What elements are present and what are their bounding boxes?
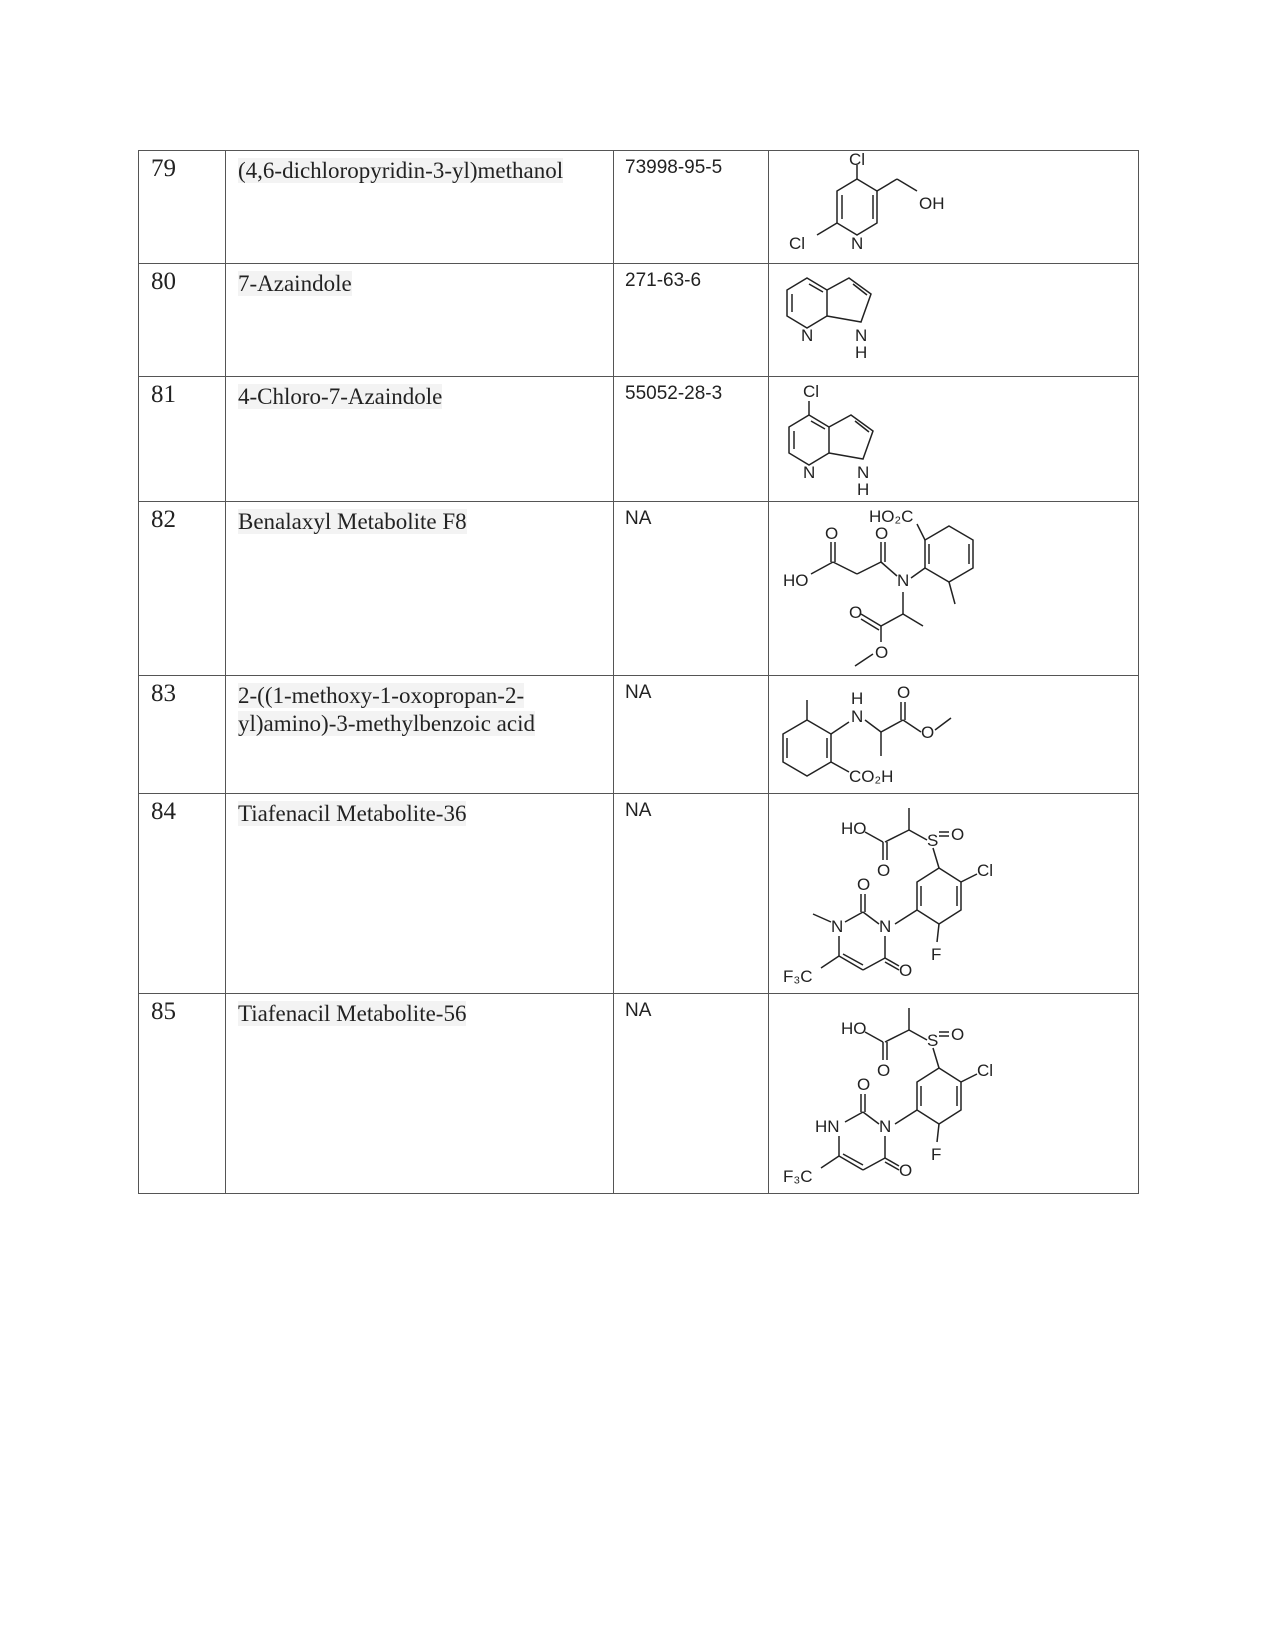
table-row [139,151,1139,264]
atom-label: O [899,1161,913,1180]
atom-label: Cl [803,382,820,401]
atom-label: N [801,326,814,345]
atom-label: HN [815,1117,840,1136]
atom-label: N [831,917,844,936]
atom-label: Cl [849,151,866,169]
compound-number: 80 [139,264,226,377]
compound-table [138,150,1139,1194]
atom-label: O [875,524,889,543]
atom-label: N [851,234,864,253]
chemical-structure [769,264,1137,375]
atom-label: O [877,1061,891,1080]
chemical-structure [769,377,1137,500]
chemical-structure [769,502,1137,674]
atom-label: O [951,825,965,844]
structure-cell [769,264,1139,377]
atom-label: O [857,875,871,894]
atom-label: HO₂C [869,507,914,526]
atom-label: O [877,861,891,880]
atom-label: HO [841,819,867,838]
compound-name: 2-((1-methoxy-1-oxopropan-2-yl)amino)-3-methylbenzoic acid [226,676,614,794]
cas-number: NA [614,502,769,676]
compound-number: 79 [139,151,226,264]
structure-cell [769,676,1139,794]
table-row [139,502,1139,676]
compound-name: 7-Azaindole [226,264,614,377]
structure-cell [769,377,1139,502]
table-row [139,676,1139,794]
atom-label: O [899,961,913,980]
atom-label: Cl [977,861,994,880]
atom-label: N [879,917,892,936]
chemical-structure [769,794,1137,992]
structure-cell [769,151,1139,264]
atom-label: OH [919,194,945,213]
compound-number: 83 [139,676,226,794]
atom-label: N [857,463,870,482]
cas-number: 73998-95-5 [614,151,769,264]
atom-label: O [951,1025,965,1044]
compound-name: (4,6-dichloropyridin-3-yl)methanol [226,151,614,264]
cas-number: 271-63-6 [614,264,769,377]
cas-number: NA [614,994,769,1194]
cas-number: 55052-28-3 [614,377,769,502]
compound-number: 81 [139,377,226,502]
atom-label: HO [841,1019,867,1038]
atom-label: N [897,571,910,590]
chemical-structure [769,151,1137,262]
atom-label: O [897,683,911,702]
cas-number: NA [614,676,769,794]
atom-label: F₃C [783,1167,813,1186]
atom-label: O [875,643,889,662]
compound-name: Tiafenacil Metabolite-56 [226,994,614,1194]
atom-label: H [851,689,864,708]
atom-label: H [857,480,870,499]
atom-label: F₃C [783,967,813,986]
table-row [139,377,1139,502]
atom-label: Cl [789,234,806,253]
atom-label: O [921,723,935,742]
atom-label: HO [783,571,809,590]
chemical-structure [769,676,1137,792]
atom-label: S [927,1031,939,1050]
cas-number: NA [614,794,769,994]
atom-label: S [927,831,939,850]
table-row [139,264,1139,377]
structure-cell [769,502,1139,676]
table-row [139,794,1139,994]
atom-label: H [855,343,868,362]
compound-name: 4-Chloro-7-Azaindole [226,377,614,502]
atom-label: CO₂H [849,767,894,786]
atom-label: N [803,463,816,482]
structure-cell [769,794,1139,994]
structure-cell [769,994,1139,1194]
atom-label: N [851,707,864,726]
atom-label: F [931,1145,942,1164]
compound-number: 84 [139,794,226,994]
atom-label: F [931,945,942,964]
atom-label: O [857,1075,871,1094]
compound-name: Tiafenacil Metabolite-36 [226,794,614,994]
compound-name: Benalaxyl Metabolite F8 [226,502,614,676]
atom-label: O [825,524,839,543]
chemical-structure [769,994,1137,1192]
atom-label: O [849,603,863,622]
compound-number: 85 [139,994,226,1194]
atom-label: N [855,326,868,345]
compound-number: 82 [139,502,226,676]
atom-label: N [879,1117,892,1136]
atom-label: Cl [977,1061,994,1080]
table-row [139,994,1139,1194]
